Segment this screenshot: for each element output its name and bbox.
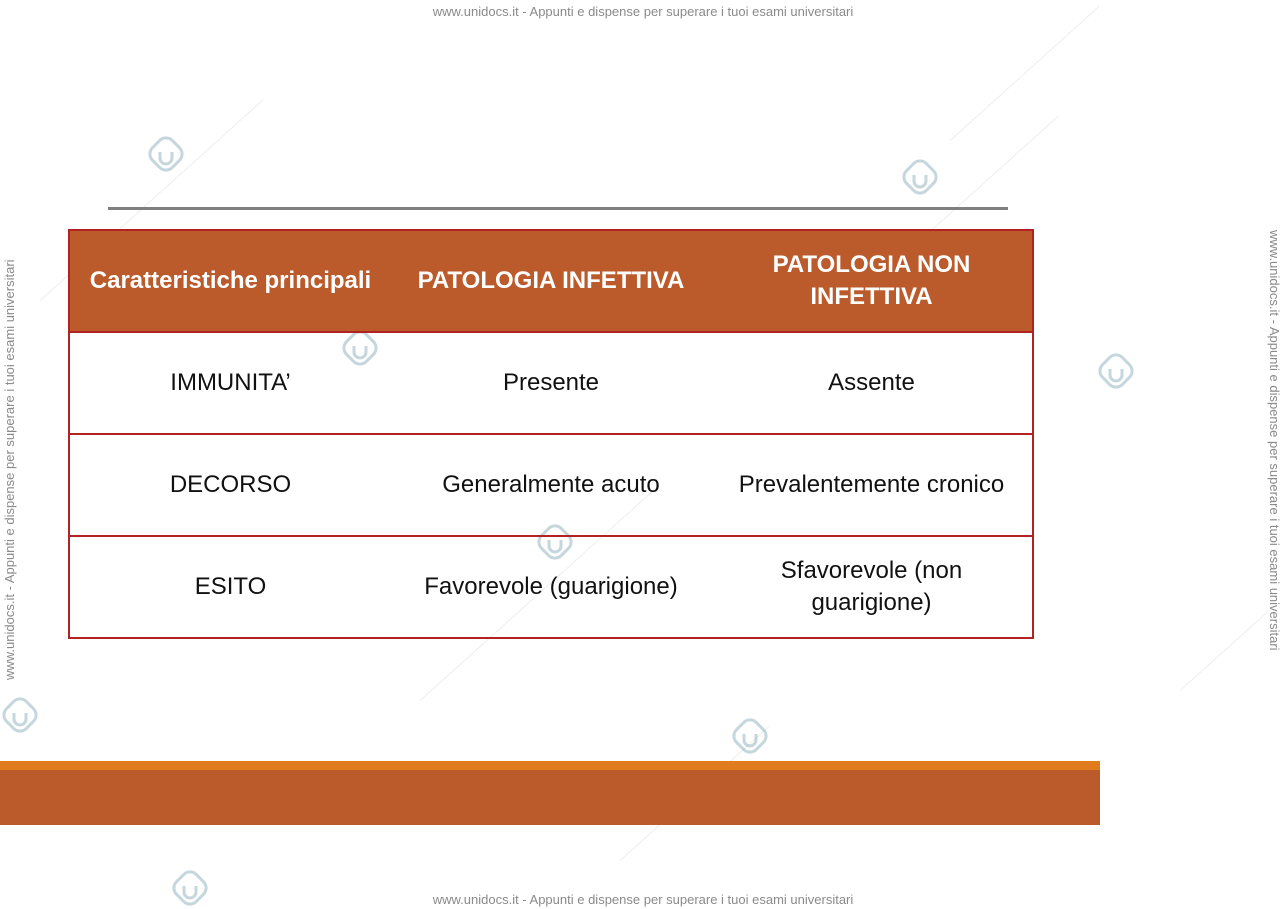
watermark-right: www.unidocs.it - Appunti e dispense per superare i tuoi esami universitari	[1267, 230, 1282, 651]
table-row	[69, 332, 1033, 434]
watermark-left: www.unidocs.it - Appunti e dispense per superare i tuoi esami universitari	[2, 259, 17, 680]
watermark-logo-icon	[170, 868, 210, 908]
table-row	[69, 536, 1033, 638]
watermark-logo-icon	[146, 134, 186, 174]
watermark-logo-icon	[900, 157, 940, 197]
watermark-bottom: www.unidocs.it - Appunti e dispense per superare i tuoi esami universitari	[432, 892, 854, 907]
column-header: Caratteristiche principali	[69, 230, 391, 332]
watermark-logo-icon	[0, 695, 40, 735]
table-cell: Favorevole (guarigione)	[391, 536, 711, 638]
table-cell: DECORSO	[69, 434, 391, 536]
table-header-row	[69, 230, 1033, 332]
watermark-logo-icon	[730, 716, 770, 756]
table-cell: Presente	[391, 332, 711, 434]
watermark-logo-icon	[1096, 351, 1136, 391]
footer-accent-bar	[0, 761, 1100, 770]
table-cell: IMMUNITA’	[69, 332, 391, 434]
title-rule	[108, 207, 1008, 210]
footer-bar	[0, 770, 1100, 825]
table-cell: Prevalentemente cronico	[711, 434, 1033, 536]
comparison-table	[68, 229, 1034, 639]
table-cell: ESITO	[69, 536, 391, 638]
table-cell: Assente	[711, 332, 1033, 434]
table-cell: Sfavorevole (non guarigione)	[711, 536, 1033, 638]
watermark-line	[950, 6, 1099, 141]
watermark-top: www.unidocs.it - Appunti e dispense per superare i tuoi esami universitari	[432, 4, 854, 19]
column-header: PATOLOGIA INFETTIVA	[391, 230, 711, 332]
watermark-line	[1180, 610, 1270, 691]
table-row	[69, 434, 1033, 536]
table-cell: Generalmente acuto	[391, 434, 711, 536]
column-header: PATOLOGIA NON INFETTIVA	[711, 230, 1033, 332]
